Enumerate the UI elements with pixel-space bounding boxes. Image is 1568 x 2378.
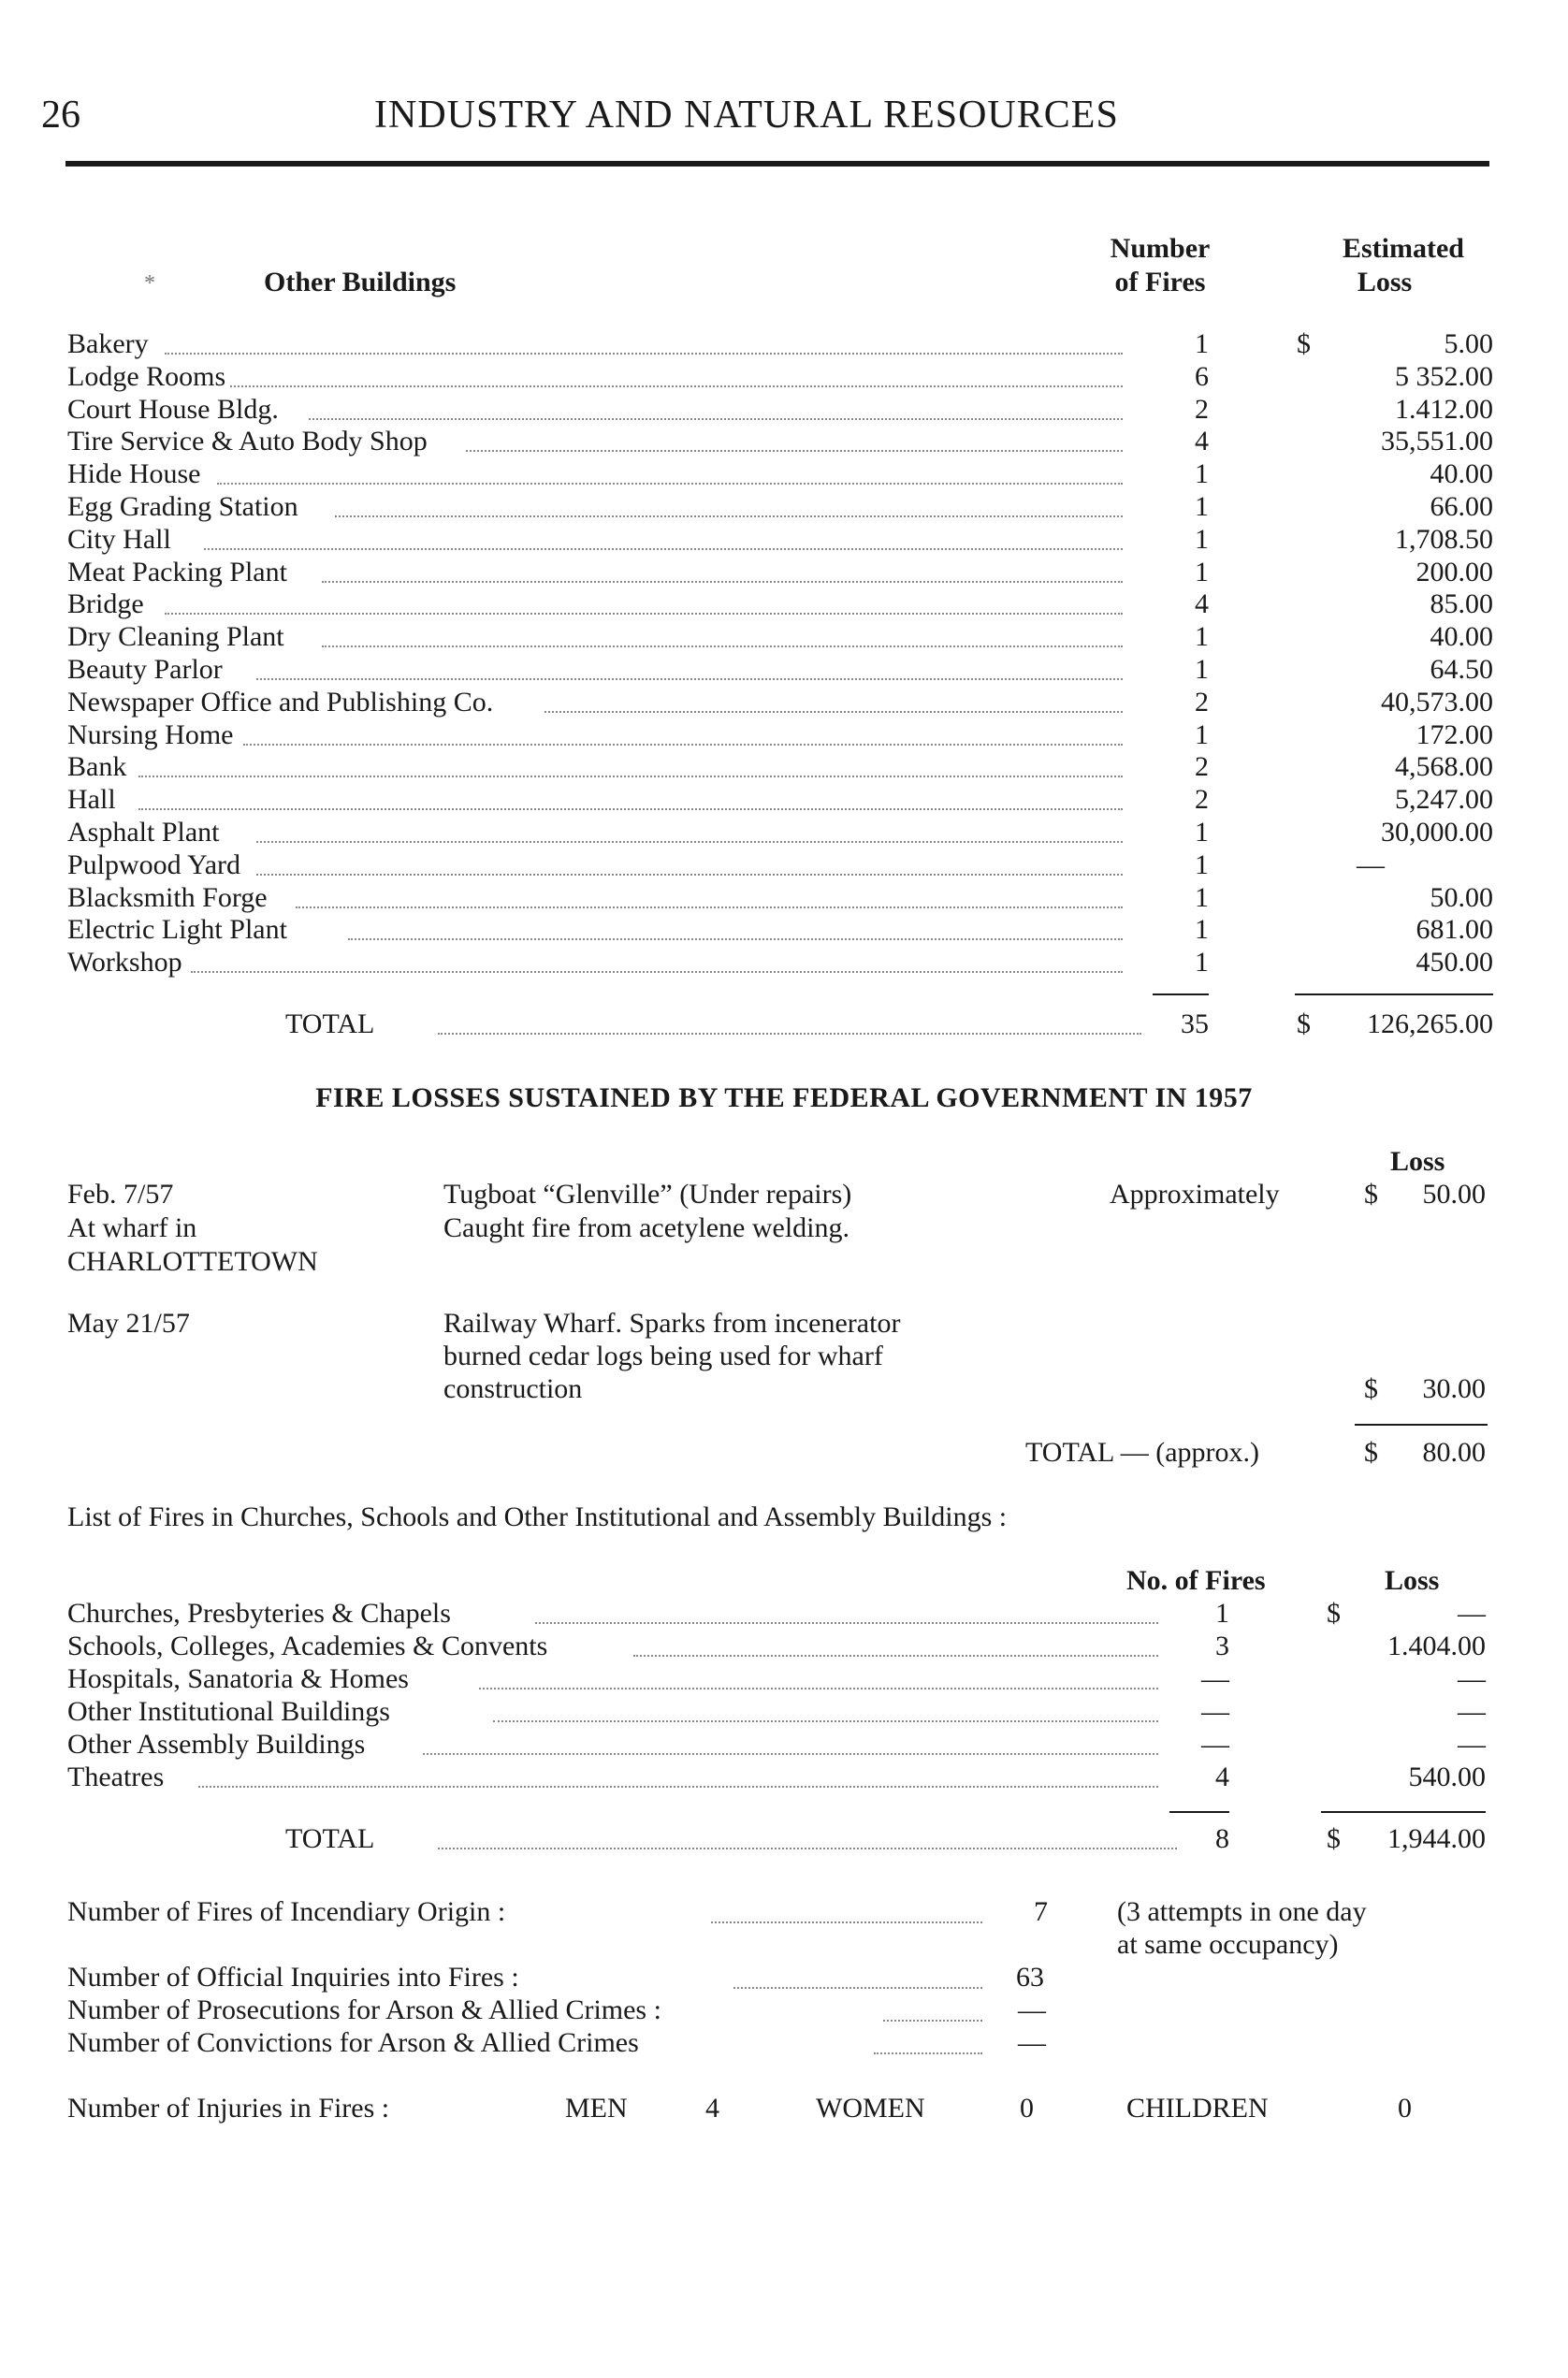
building-loss: 50.00 [1430,882,1493,913]
row-leader [256,678,1123,680]
building-name: Asphalt Plant [67,817,220,848]
row-leader [217,483,1123,485]
building-name: Pulpwood Yard [67,849,241,880]
row-leader [348,938,1123,940]
building-name: City Hall [67,524,171,555]
entry1-desc-line2: Caught fire from acetylene welding. [443,1212,850,1243]
inst-total-label: TOTAL [285,1823,375,1854]
institution-loss: 540.00 [1408,1762,1486,1792]
building-name: Bridge [67,588,144,619]
entry1-dollar: $ [1364,1179,1378,1210]
institution-name: Other Assembly Buildings [67,1729,366,1760]
building-fires: 1 [1195,491,1209,522]
total-leader [438,1033,1141,1035]
building-loss: 30,000.00 [1381,817,1493,848]
building-fires: 1 [1195,654,1209,685]
row-leader [479,1688,1158,1689]
building-fires: 1 [1195,557,1209,587]
building-fires: 1 [1195,817,1209,848]
row-leader [165,353,1123,355]
other-buildings-heading: Other Buildings [264,267,457,297]
col-header-estimated: Estimated [1343,233,1464,264]
injuries-children-label: CHILDREN [1126,2093,1269,2124]
row-leader [138,808,1123,810]
row-leader [633,1655,1158,1657]
building-name: Nursing Home [67,719,234,750]
incendiary-note-line1: (3 attempts in one day [1117,1896,1367,1927]
building-fires: 2 [1195,784,1209,815]
entry2-desc-line2: burned cedar logs being used for wharf [443,1341,883,1371]
total-rule-fires [1153,993,1209,995]
building-name: Lodge Rooms [67,361,226,392]
federal-heading: FIRE LOSSES SUSTAINED BY THE FEDERAL GOVERNMENT IN 1957 [315,1082,1253,1113]
building-loss: 40.00 [1430,458,1493,489]
institution-fires: 4 [1215,1762,1229,1792]
row-leader [423,1753,1158,1755]
federal-total-loss: 80.00 [1422,1437,1486,1468]
entry2-date: May 21/57 [67,1308,190,1339]
building-loss: 450.00 [1416,947,1493,978]
prosecutions-value: — [1018,1994,1046,2025]
incendiary-value: 7 [1034,1896,1048,1927]
inst-total-rule-loss [1321,1811,1486,1813]
row-leader [230,385,1123,387]
building-fires: 1 [1195,719,1209,750]
row-leader [256,841,1123,843]
building-fires: 1 [1195,524,1209,555]
total-loss: 126,265.00 [1367,1008,1493,1039]
total-dollar: $ [1297,1008,1311,1039]
building-loss: 5,247.00 [1395,784,1493,815]
entry2-dollar: $ [1364,1373,1378,1404]
total-rule-loss [1295,993,1493,995]
institution-loss: — [1458,1696,1486,1727]
institution-name: Other Institutional Buildings [67,1696,390,1727]
col-header-loss: Loss [1357,267,1413,297]
incendiary-note-line2: at same occupancy) [1117,1929,1339,1960]
building-fires: 2 [1195,751,1209,782]
institution-name: Hospitals, Sanatoria & Homes [67,1663,409,1694]
building-fires: 4 [1195,588,1209,619]
institution-fires: — [1201,1663,1229,1694]
building-name: Court House Bldg. [67,394,279,425]
institutional-heading: List of Fires in Churches, Schools and Other Institutional and Assembly Buildings : [67,1501,1008,1532]
row-leader [138,776,1123,777]
institution-fires: — [1201,1696,1229,1727]
inst-col-fires: No. of Fires [1126,1565,1266,1596]
building-loss: 172.00 [1416,719,1493,750]
building-fires: 2 [1195,687,1209,718]
building-name: Egg Grading Station [67,491,298,522]
entry1-approx: Approximately [1110,1179,1280,1210]
institution-name: Churches, Presbyteries & Chapels [67,1598,451,1629]
inquiries-value: 63 [1016,1962,1044,1993]
inst-total-dollar: $ [1327,1823,1341,1854]
institution-loss: — [1458,1598,1486,1629]
col-header-of-fires: of Fires [1114,267,1206,297]
injuries-men-value: 4 [705,2093,719,2124]
inst-col-loss: Loss [1385,1565,1440,1596]
row-leader [535,1622,1158,1624]
building-loss: 40.00 [1430,621,1493,652]
convictions-label: Number of Convictions for Arson & Allied Crimes [67,2027,639,2058]
federal-total-rule [1355,1424,1488,1426]
institution-loss: — [1458,1729,1486,1760]
building-fires: 1 [1195,458,1209,489]
page-number: 26 [41,94,80,137]
entry1-city: CHARLOTTETOWN [67,1246,318,1277]
building-loss: 5.00 [1444,328,1493,359]
entry2-loss: 30.00 [1422,1373,1486,1404]
entry1-desc-line1: Tugboat “Glenville” (Under repairs) [443,1179,852,1210]
injuries-men-label: MEN [565,2093,628,2124]
building-loss: 200.00 [1416,557,1493,587]
building-loss: 35,551.00 [1381,426,1493,457]
building-name: Electric Light Plant [67,914,287,945]
page-title: INDUSTRY AND NATURAL RESOURCES [374,94,1119,137]
building-loss: 4,568.00 [1395,751,1493,782]
institution-fires: 3 [1215,1631,1229,1661]
row-leader [204,548,1123,550]
institution-loss: — [1458,1663,1486,1694]
building-fires: 2 [1195,394,1209,425]
institution-fires: — [1201,1729,1229,1760]
building-loss: 64.50 [1430,654,1493,685]
row-leader [296,906,1123,908]
entry1-date: Feb. 7/57 [67,1179,174,1210]
building-fires: 1 [1195,882,1209,913]
federal-loss-header: Loss [1390,1146,1445,1177]
building-name: Beauty Parlor [67,654,223,685]
building-name: Hide House [67,458,201,489]
row-leader [309,418,1123,420]
row-leader [466,450,1123,452]
entry2-desc-line3: construction [443,1373,583,1404]
building-loss: 66.00 [1430,491,1493,522]
incendiary-label: Number of Fires of Incendiary Origin : [67,1896,506,1927]
inst-total-fires: 8 [1215,1823,1229,1854]
total-label: TOTAL [285,1008,375,1039]
building-fires: 1 [1195,328,1209,359]
convictions-value: — [1018,2027,1046,2058]
building-loss: — [1357,849,1385,880]
inst-total-leader [438,1848,1177,1849]
building-fires: 6 [1195,361,1209,392]
building-name: Bank [67,751,127,782]
row-leader [191,971,1123,973]
building-loss: 5 352.00 [1395,361,1493,392]
prosecutions-label: Number of Prosecutions for Arson & Allied Crimes : [67,1994,661,2025]
building-name: Meat Packing Plant [67,557,287,587]
building-name: Tire Service & Auto Body Shop [67,426,428,457]
entry1-location: At wharf in [67,1212,197,1243]
injuries-children-value: 0 [1398,2093,1412,2124]
building-loss: 681.00 [1416,914,1493,945]
row-leader [544,711,1123,713]
building-name: Blacksmith Forge [67,882,268,913]
entry1-loss: 50.00 [1422,1179,1486,1210]
building-name: Hall [67,784,116,815]
building-loss: 85.00 [1430,588,1493,619]
inst-total-rule-fires [1169,1811,1229,1813]
dollar-sign: $ [1327,1598,1341,1629]
building-fires: 4 [1195,426,1209,457]
entry2-desc-line1: Railway Wharf. Sparks from incenerator [443,1308,901,1339]
incendiary-leader [711,1921,982,1923]
row-leader [198,1786,1158,1788]
inst-total-loss: 1,944.00 [1387,1823,1486,1854]
building-loss: 1.412.00 [1395,394,1493,425]
institution-loss: 1.404.00 [1387,1631,1486,1661]
building-fires: 1 [1195,849,1209,880]
row-leader [322,581,1123,583]
row-leader [493,1720,1158,1722]
convictions-leader [874,2052,982,2054]
building-name: Bakery [67,328,149,359]
inquiries-leader [733,1987,982,1989]
building-fires: 1 [1195,947,1209,978]
row-leader [165,613,1123,615]
prosecutions-leader [883,2020,982,2022]
building-name: Newspaper Office and Publishing Co. [67,687,494,718]
injuries-women-value: 0 [1020,2093,1034,2124]
injuries-label: Number of Injuries in Fires : [67,2093,390,2124]
inquiries-label: Number of Official Inquiries into Fires : [67,1962,519,1993]
institution-fires: 1 [1215,1598,1229,1629]
federal-total-label: TOTAL — (approx.) [1025,1437,1260,1468]
building-fires: 1 [1195,621,1209,652]
total-fires: 35 [1181,1008,1209,1039]
building-loss: 1,708.50 [1395,524,1493,555]
federal-total-dollar: $ [1364,1437,1378,1468]
header-rule [65,161,1489,167]
row-leader [256,874,1123,876]
row-leader [243,744,1123,746]
institution-name: Schools, Colleges, Academies & Convents [67,1631,548,1661]
institution-name: Theatres [67,1762,165,1792]
building-fires: 1 [1195,914,1209,945]
row-leader [322,645,1123,647]
row-leader [335,515,1123,517]
building-name: Dry Cleaning Plant [67,621,284,652]
injuries-women-label: WOMEN [816,2093,925,2124]
asterisk-mark: * [144,271,155,296]
building-loss: 40,573.00 [1381,687,1493,718]
building-name: Workshop [67,947,182,978]
col-header-number: Number [1110,233,1211,264]
dollar-sign: $ [1297,328,1311,359]
